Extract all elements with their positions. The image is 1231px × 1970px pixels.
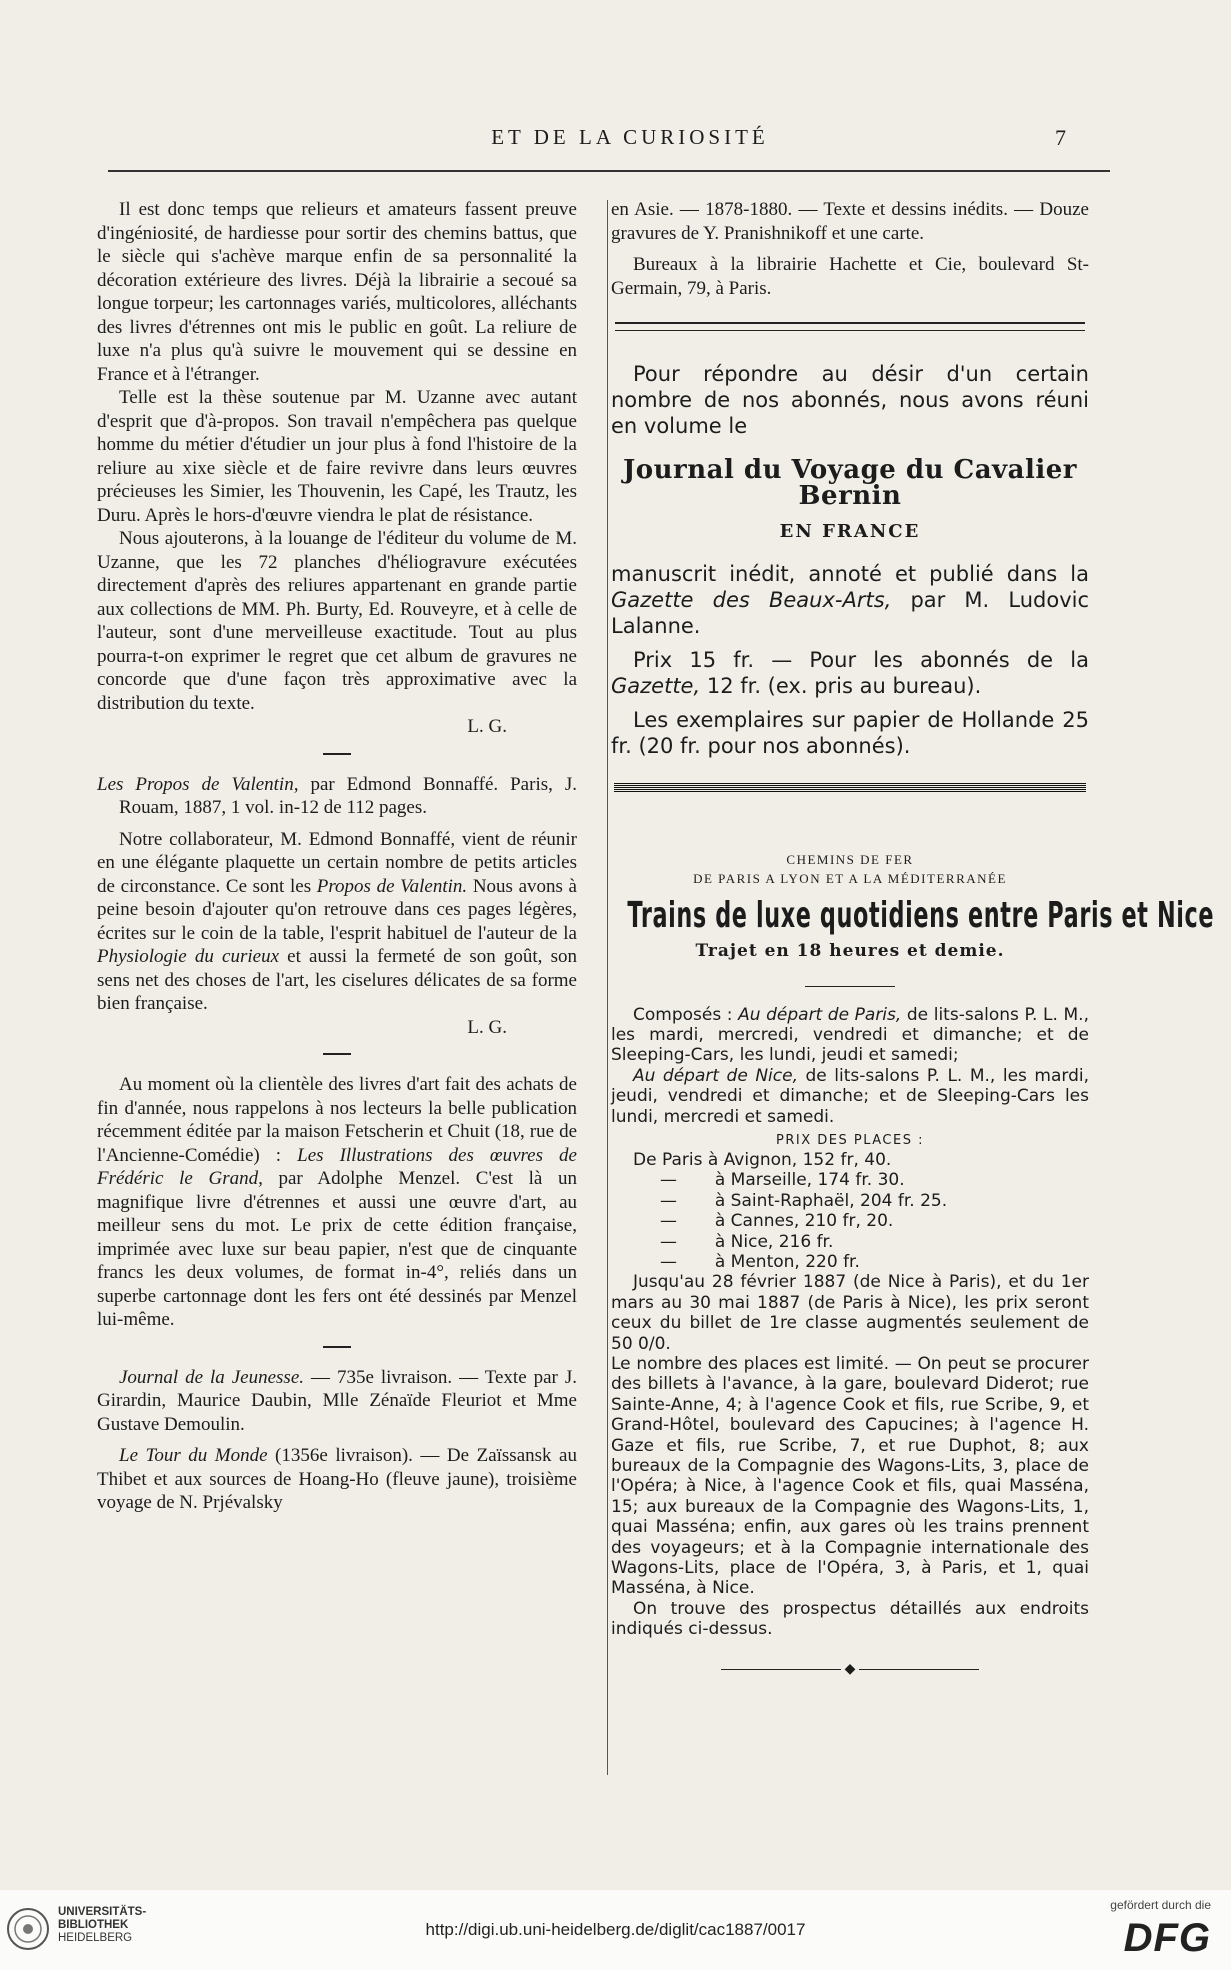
periodical-entry: Journal de la Jeunesse. — 735e livraison. — Texte par J. Girardin, Maurice Daubin, Mlle Zénaïde Fleuriot et Mme Gustave Demoulin. bbox=[97, 1366, 577, 1435]
prices-heading: PRIX DES PLACES : bbox=[776, 1132, 924, 1148]
book-title: Les Propos de Valentin, bbox=[97, 773, 299, 795]
price-row: — à Saint-Raphaël, 204 fr. 25. bbox=[633, 1190, 948, 1211]
source-url[interactable]: http://digi.ub.uni-heidelberg.de/diglit/cac1887/0017 bbox=[425, 1920, 806, 1939]
periodical-entry: Le Tour du Monde (1356e livraison). — De Zaïssansk au Thibet et aux sources de Hoang-Ho (fleuve jaune), troisième voyage de N. Prjévalsky bbox=[97, 1445, 577, 1513]
separator bbox=[323, 753, 351, 755]
left-column bbox=[97, 198, 577, 1515]
journey-time: Trajet en 18 heures et demie. bbox=[695, 941, 1005, 961]
price-row: De Paris à Avignon, 152 fr, 40. bbox=[633, 1149, 892, 1170]
paragraph: Le nombre des places est limité. — On peut se procurer des billets à l'avance, à la gare, boulevard Diderot; rue Sainte-Anne, 4; à l'agence Cook et fils, rue Scribe, 9, et Grand-Hôtel, boulevard des Capucines; à l'agence H. Gaze et fils, rue Scribe, 7, et rue Duphot, 8; aux bureaux de la Compagnie des Wagons-Lits, 3, place de l'Opéra; à Nice, à l'agence Cook et fils, quai Masséna, 15; aux bureaux de la Compagnie des Wagons-Lits, 1, quai Masséna; enfin, aux gares où les trains prennent des voyageurs; et à la Compagnie internationale des Wagons-Lits, place de l'Opéra, 3, à Paris, et 1, quai Masséna, à Nice. bbox=[611, 1354, 1089, 1599]
price-list bbox=[611, 1150, 1089, 1272]
price-row: — à Marseille, 174 fr. 30. bbox=[633, 1170, 905, 1191]
end-ornament: ◆ bbox=[611, 1658, 1089, 1682]
paragraph: Au départ de Nice, de lits-salons P. L. M., les mardi, jeudi, vendredi et dimanche; et de Sleeping-Cars les lundi, mercredi et samedi. bbox=[611, 1065, 1089, 1127]
separator bbox=[805, 986, 895, 987]
digitization-footer bbox=[0, 1890, 1231, 1970]
paragraph: Composés : Au départ de Paris, de lits-salons P. L. M., les mardi, mercredi, vendredi et dimanche; et de Sleeping-Cars, les lundi, jeudi et samedi; bbox=[611, 1004, 1089, 1066]
paragraph: Il est donc temps que relieurs et amateurs fassent preuve d'ingéniosité, de hardiesse pour sortir des chemins battus, que le siècle qui s'achève marque enfin de sa personnalité la décoration extérieure des livres. Déjà la librairie a secoué sa longue torpeur; les cartonnages variés, multicolores, alléchants des livres d'étrennes ont mis le public en goût. La reliure de luxe n'a plus qu'à suivre le mouvement qui se dessine en France et à l'étranger. bbox=[97, 199, 577, 385]
paragraph: Telle est la thèse soutenue par M. Uzanne avec autant d'esprit que d'à-propos. Son travail n'empêchera pas quelque homme du métier d'étudier un jour plus à fond l'histoire de la reliure au xixe siècle et de faire revivre dans leurs œuvres précieuses les Simier, les Thouvenin, les Capé, les Trautz, les Duru. Après le hors-d'œuvre viendra le plat de résistance. bbox=[97, 387, 577, 526]
page-number: 7 bbox=[1055, 125, 1066, 150]
separator bbox=[323, 1053, 351, 1055]
paragraph: Notre collaborateur, M. Edmond Bonnaffé, vient de réunir en une élégante plaquette un certain nombre de petits articles de circonstance. Ce sont les Propos de Valentin. Nous avons à peine besoin d'ajouter qu'on retrouve dans ces pages légères, écrites sur le coin de la table, l'esprit habituel de l'auteur de la Physiologie du curieux et aussi la fermeté de son goût, son sens net des choses de l'art, les ciselures délicates de sa forme bien française. bbox=[97, 828, 577, 1014]
paragraph-continued: en Asie. — 1878-1880. — Texte et dessins inédits. — Douze gravures de Y. Pranishnikoff et une carte. bbox=[611, 199, 1089, 244]
signature: L. G. bbox=[467, 1016, 507, 1038]
ad-subtitle: EN FRANCE bbox=[779, 521, 921, 542]
running-title: ET DE LA CURIOSITÉ bbox=[491, 125, 769, 149]
double-rule bbox=[615, 322, 1085, 331]
ad-price: Prix 15 fr. — Pour les abonnés de la Gazette, 12 fr. (ex. pris au bureau). bbox=[611, 648, 1089, 698]
paragraph: Bureaux à la librairie Hachette et Cie, boulevard St-Germain, 79, à Paris. bbox=[611, 254, 1089, 299]
right-column bbox=[611, 198, 1215, 1681]
library-name: UNIVERSITÄTS- BIBLIOTHEK HEIDELBERG bbox=[58, 1906, 147, 1944]
trains-title: Trains de luxe quotidiens entre Paris et Nice bbox=[627, 895, 1215, 936]
price-row: — à Nice, 216 fr. bbox=[633, 1231, 834, 1252]
paragraph: On trouve des prospectus détaillés aux endroits indiqués ci-dessus. bbox=[611, 1598, 1089, 1640]
paragraph: Nous ajouterons, à la louange de l'éditeur du volume de M. Uzanne, que les 72 planches d'héliogravure exécutées directement d'après des reliures appartenant en grande partie aux collections de MM. Ph. Burty, Ed. Rouveyre, et à celle de l'auteur, sont d'une merveilleuse exactitude. Tout au plus pourra-t-on exprimer le regret que cet album de gravures ne concorde que d'une façon très approximative avec la distribution du texte. bbox=[97, 528, 577, 714]
column-divider bbox=[607, 200, 608, 1775]
price-row: — à Cannes, 210 fr, 20. bbox=[633, 1211, 894, 1232]
dfg-logo: DFG bbox=[1123, 1916, 1211, 1960]
separator bbox=[323, 1346, 351, 1348]
signature: L. G. bbox=[467, 716, 507, 737]
ad-paragraph: Les exemplaires sur papier de Hollande 25 fr. (20 fr. pour nos abonnés). bbox=[611, 708, 1089, 758]
ad-intro: Pour répondre au désir d'un certain nombre de nos abonnés, nous avons réuni en volume le bbox=[611, 362, 1089, 438]
ad-paragraph: manuscrit inédit, annoté et publié dans la Gazette des Beaux-Arts, par M. Ludovic Lalanne. bbox=[611, 562, 1089, 638]
heavy-rule bbox=[614, 783, 1086, 792]
funding-label: gefördert durch die bbox=[1110, 1898, 1211, 1912]
railway-company: CHEMINS DE FER DE PARIS A LYON ET A LA MÉDITERRANÉE bbox=[693, 852, 1007, 886]
paragraph: Jusqu'au 28 février 1887 (de Nice à Paris), et du 1er mars au 30 mai 1887 (de Paris à Nice), les prix seront ceux du billet de 1re classe augmentés seulement de 50 0/0. bbox=[611, 1272, 1089, 1354]
book-entry: Les Propos de Valentin, par Edmond Bonnaffé. Paris, J. Rouam, 1887, 1 vol. in-12 de 112 pages. bbox=[97, 773, 577, 818]
trains-details bbox=[611, 1005, 1089, 1640]
price-row: — à Menton, 220 fr. bbox=[633, 1251, 860, 1272]
bernin-advert bbox=[611, 361, 1089, 759]
ad-title: Journal du Voyage du Cavalier Bernin bbox=[622, 455, 1078, 511]
paragraph: Au moment où la clientèle des livres d'art fait des achats de fin d'année, nous rappelons à nos lecteurs la belle publication récemment éditée par la maison Fetscherin et Chuit (18, rue de l'Ancienne-Comédie) : Les Illustrations des œuvres de Frédéric le Grand, par Adolphe Menzel. C'est là un magnifique livre d'étrennes et aussi une œuvre d'art, au meilleur sens du mot. Le prix de cette édition française, imprimée avec luxe sur beau papier, n'est que de cinquante francs les deux volumes, de format in-4°, reliés dans un superbe cartonnage dont les fers ont été dessinés par Menzel lui-même. bbox=[97, 1074, 577, 1330]
header-rule bbox=[108, 170, 1110, 172]
